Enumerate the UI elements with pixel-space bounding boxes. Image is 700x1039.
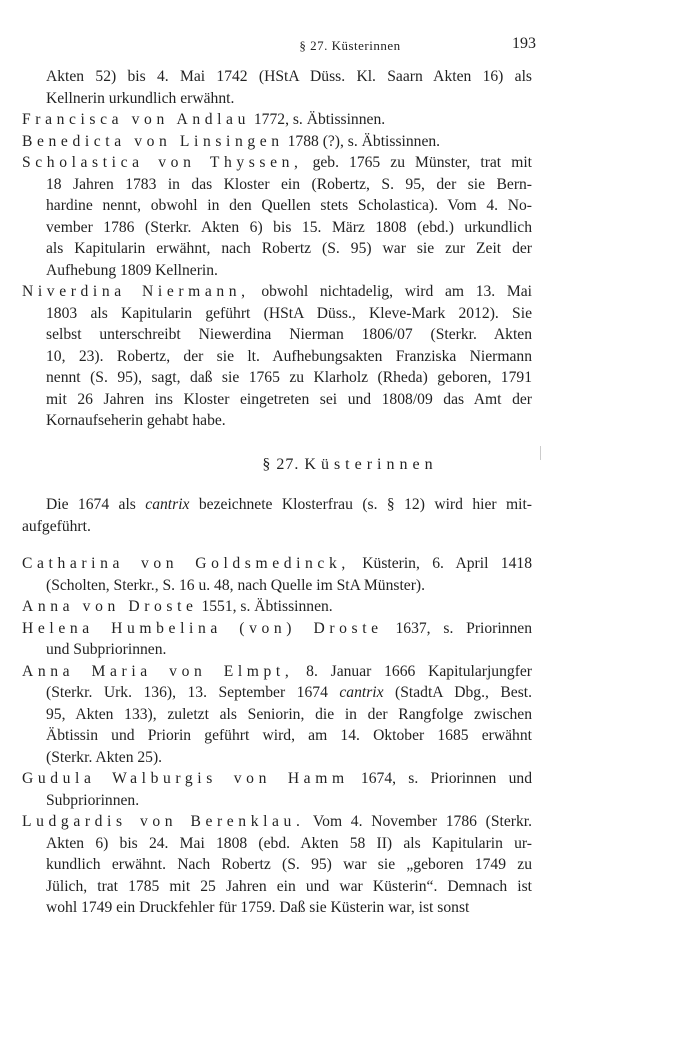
text-line <box>22 494 532 516</box>
text-line: Kellnerin urkundlich erwähnt. <box>46 89 235 107</box>
text-line <box>22 661 532 683</box>
text-run: selbst unterschreibt Niewerdina Nierman 1806/07 (Sterkr. Akten <box>46 326 532 343</box>
text-line <box>22 238 532 260</box>
text-run: (Scholten, Sterkr., S. 16 u. 48, nach Quelle im StA Münster). <box>46 576 425 594</box>
text-run: vember 1786 (Sterkr. Akten 6) bis 15. März 1808 (ebd.) urkundlich <box>46 218 532 236</box>
text-line <box>22 109 532 131</box>
text-line <box>22 854 532 876</box>
text-run: 1772, s. Äbtissinnen. <box>249 111 386 128</box>
register-entry <box>22 281 532 432</box>
text-line <box>22 575 532 597</box>
text-line: aufgeführt. <box>22 517 91 535</box>
text-run: Äbtissin und Priorin geführt wird, am 14. Oktober 1685 erwähnt <box>46 727 532 744</box>
text-run: nennt (S. 95), sagt, daß sie 1765 zu Klarholz (Rheda) geboren, 1791 <box>46 369 532 386</box>
entries-list-bottom <box>22 553 532 919</box>
person-name: Anna Maria von Elmpt, <box>22 662 294 680</box>
text-run: Jülich, trat 1785 mit 25 Jahren ein und war Küsterin“. Demnach ist <box>46 877 532 895</box>
register-entry <box>22 768 532 811</box>
text-run: 1788 (?), s. Äbtissinnen. <box>283 132 441 150</box>
register-entry <box>22 109 532 131</box>
person-name: Anna von Droste <box>22 598 198 615</box>
text-run: Subpriorinnen. <box>46 791 140 809</box>
text-line <box>22 618 532 640</box>
person-name: Francisca von Andlau <box>22 111 250 128</box>
text-line <box>22 682 532 704</box>
text-line <box>22 346 532 368</box>
text-line <box>22 131 532 153</box>
register-entry <box>22 596 532 618</box>
text-run: Aufhebung 1809 Kellnerin. <box>46 261 218 279</box>
running-head <box>0 36 700 56</box>
intro-paragraph <box>22 494 532 537</box>
person-name: Niverdina Niermann, <box>22 283 250 300</box>
person-name: Ludgardis von Berenklau. <box>22 813 305 830</box>
register-entry <box>22 131 532 153</box>
text-run: 18 Jahren 1783 in das Kloster ein (Robertz, S. 95, der sie Bern- <box>46 175 532 193</box>
text-run: obwohl nichtadelig, wird am 13. Mai <box>249 283 532 300</box>
text-line <box>22 281 532 303</box>
continuation-paragraph <box>22 66 532 109</box>
text-line <box>22 260 532 282</box>
text-run: hardine nennt, obwohl in den Quellen stets Scholastica). Vom 4. No- <box>46 197 532 214</box>
text-line <box>22 725 532 747</box>
text-line <box>22 367 532 389</box>
text-line <box>22 217 532 239</box>
text-run: Küsterin, 6. April 1418 <box>349 555 532 572</box>
text-line <box>22 195 532 217</box>
register-entry <box>22 811 532 919</box>
text-line <box>22 811 532 833</box>
text-line <box>22 876 532 898</box>
text-run: mit 26 Jahren ins Kloster eingetreten sei und 1808/09 das Amt der <box>46 390 532 408</box>
text-line <box>22 553 532 575</box>
person-name: Helena Humbelina (von) Droste <box>22 619 383 637</box>
text-run: Die 1674 als <box>46 496 146 513</box>
text-run: 8. Januar 1666 Kapitularjungfer <box>293 662 533 680</box>
person-name: Benedicta von Linsingen <box>22 132 284 150</box>
text-line <box>22 897 532 919</box>
text-run: Akten 6) bis 24. Mai 1808 (ebd. Akten 58 II) als Kapitularin ur- <box>46 834 532 852</box>
register-entry <box>22 152 532 281</box>
section-number: § 27. <box>262 456 300 473</box>
text-run: geb. 1765 zu Münster, trat mit <box>302 154 532 171</box>
text-run: (StadtA Dbg., Best. <box>383 684 532 701</box>
text-run: und Subpriorinnen. <box>46 641 167 658</box>
text-line <box>22 389 532 411</box>
text-line <box>22 833 532 855</box>
text-line <box>22 324 532 346</box>
text-run: kundlich erwähnt. Nach Robertz (S. 95) war sie „geboren 1749 zu <box>46 856 532 873</box>
text-run: wohl 1749 ein Druckfehler für 1759. Daß sie Küsterin war, ist sonst <box>46 899 470 916</box>
text-run: 1803 als Kapitularin geführt (HStA Düss., Kleve-Mark 2012). Sie <box>46 304 532 322</box>
text-line <box>22 768 532 790</box>
section-heading <box>0 456 700 474</box>
person-name: Scholastica von Thyssen, <box>22 154 303 171</box>
text-run: 95, Akten 133), zuletzt als Seniorin, die in der Rangfolge zwischen <box>46 705 532 723</box>
text-run: 10, 23). Robertz, der sie lt. Aufhebungsakten Franziska Niermann <box>46 347 532 365</box>
entries-list-top <box>22 109 532 432</box>
text-run: 1637, s. Priorinnen <box>382 619 532 637</box>
person-name: Catharina von Goldsmedinck, <box>22 555 350 572</box>
running-head-title: § 27. Küsterinnen <box>299 38 401 53</box>
text-line <box>22 174 532 196</box>
italic-term: cantrix <box>339 684 384 701</box>
page-number: 193 <box>512 35 536 52</box>
text-run: bezeichnete Klosterfrau (s. § 12) wird hier mit- <box>189 496 532 513</box>
text-run: 1674, s. Priorinnen und <box>348 770 532 787</box>
text-line <box>22 790 532 812</box>
register-entry <box>22 661 532 769</box>
register-entry <box>22 553 532 596</box>
text-line <box>22 596 532 618</box>
text-run: (Sterkr. Akten 25). <box>46 748 163 766</box>
text-line: Akten 52) bis 4. Mai 1742 (HStA Düss. Kl. Saarn Akten 16) als <box>46 68 532 85</box>
text-line <box>22 747 532 769</box>
text-run: (Sterkr. Urk. 136), 13. September 1674 <box>46 684 340 701</box>
text-line <box>22 303 532 325</box>
register-entry <box>22 618 532 661</box>
text-run: Kornaufseherin gehabt habe. <box>46 412 226 429</box>
italic-term: cantrix <box>145 496 190 513</box>
text-line <box>22 704 532 726</box>
section-title: Küsterinnen <box>304 456 438 473</box>
text-run: als Kapitularin erwähnt, nach Robertz (S. 95) war sie zur Zeit der <box>46 240 532 257</box>
person-name: Gudula Walburgis von Hamm <box>22 770 349 787</box>
text-run: 1551, s. Äbtissinnen. <box>197 598 333 615</box>
text-run: Vom 4. November 1786 (Sterkr. <box>304 813 532 830</box>
text-line <box>22 639 532 661</box>
text-line <box>22 152 532 174</box>
text-line <box>22 410 532 432</box>
